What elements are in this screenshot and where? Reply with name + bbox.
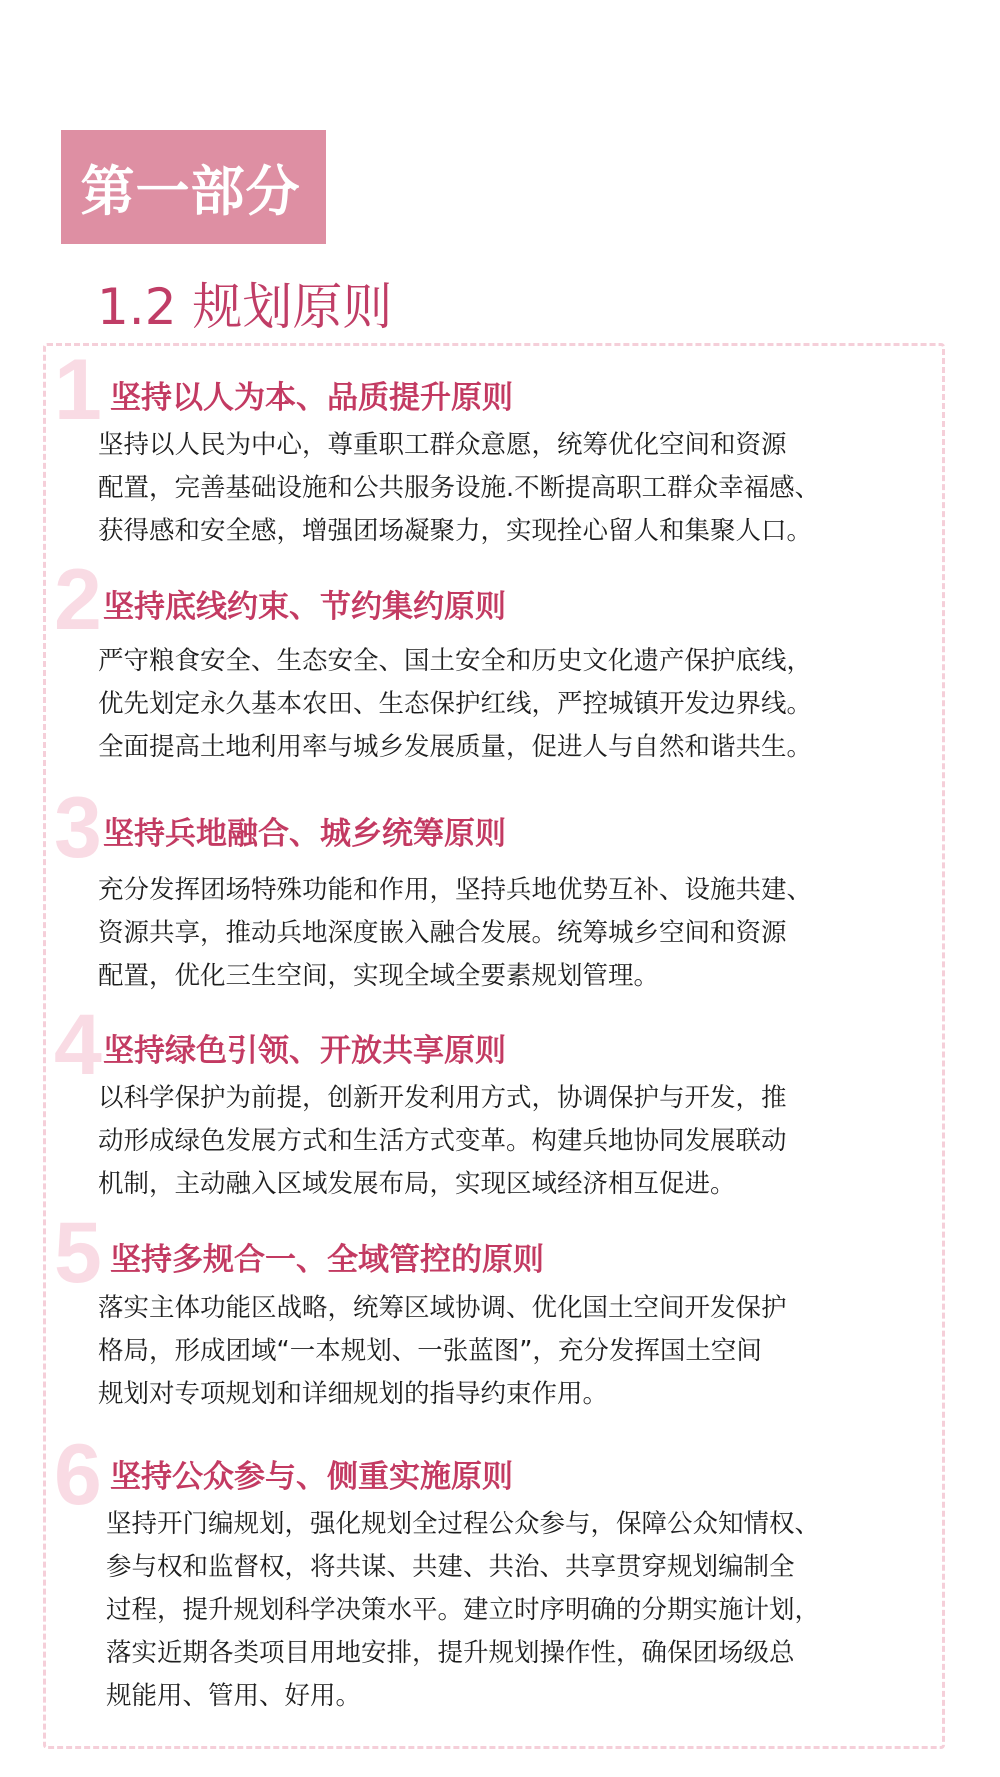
- body-line: 坚持以人民为中心，尊重职工群众意愿，统筹优化空间和资源: [98, 430, 787, 460]
- principle-body: [106, 1503, 946, 1718]
- body-line: 以科学保护为前提，创新开发利用方式，协调保护与开发，推: [98, 1083, 787, 1113]
- body-line: 机制，主动融入区域发展布局，实现区域经济相互促进。: [98, 1169, 736, 1199]
- principle-title: 坚持以人为本、品质提升原则: [110, 380, 513, 416]
- body-line: 全面提高土地利用率与城乡发展质量，促进人与自然和谐共生。: [98, 732, 813, 762]
- principle-title: 坚持兵地融合、城乡统筹原则: [103, 816, 506, 852]
- body-line: 配置，完善基础设施和公共服务设施.不断提高职工群众幸福感、: [98, 473, 821, 503]
- body-line: 严守粮食安全、生态安全、国土安全和历史文化遗产保护底线，: [98, 646, 813, 676]
- principle-title: 坚持公众参与、侧重实施原则: [110, 1459, 513, 1495]
- principle-number: 3: [54, 780, 102, 876]
- body-line: 过程，提升规划科学决策水平。建立时序明确的分期实施计划，: [106, 1595, 821, 1625]
- principle-body: [98, 640, 938, 769]
- principle-body: [98, 1077, 938, 1206]
- principle-body: [98, 869, 938, 998]
- section-tag-label: 第一部分: [80, 159, 301, 223]
- body-line: 参与权和监督权，将共谋、共建、共治、共享贯穿规划编制全: [106, 1552, 795, 1582]
- principle-number: 5: [54, 1205, 102, 1301]
- body-line: 获得感和安全感，增强团场凝聚力，实现拴心留人和集聚人口。: [98, 516, 813, 546]
- body-line: 落实近期各类项目用地安排，提升规划操作性，确保团场级总: [106, 1638, 795, 1668]
- principle-title: 坚持多规合一、全域管控的原则: [110, 1242, 544, 1278]
- body-line: 优先划定永久基本农田、生态保护红线，严控城镇开发边界线。: [98, 689, 813, 719]
- body-line: 配置，优化三生空间，实现全域全要素规划管理。: [98, 961, 660, 991]
- principle-body: [98, 424, 938, 553]
- body-line: 动形成绿色发展方式和生活方式变革。构建兵地协同发展联动: [98, 1126, 787, 1156]
- principle-number: 4: [54, 997, 102, 1093]
- body-line: 充分发挥团场特殊功能和作用，坚持兵地优势互补、设施共建、: [98, 875, 813, 905]
- principle-number: 2: [54, 552, 102, 648]
- principle-number: 6: [54, 1427, 102, 1523]
- principle-body: [98, 1287, 938, 1416]
- body-line: 坚持开门编规划，强化规划全过程公众参与，保障公众知情权、: [106, 1509, 821, 1539]
- principle-title: 坚持底线约束、节约集约原则: [103, 589, 506, 625]
- principle-title: 坚持绿色引领、开放共享原则: [103, 1033, 506, 1069]
- body-line: 规划对专项规划和详细规划的指导约束作用。: [98, 1379, 609, 1409]
- body-line: 落实主体功能区战略，统筹区域协调、优化国土空间开发保护: [98, 1293, 787, 1323]
- body-line: 规能用、管用、好用。: [106, 1681, 362, 1711]
- body-line: 格局，形成团域“一本规划、一张蓝图”，充分发挥国土空间: [98, 1336, 762, 1366]
- body-line: 资源共享，推动兵地深度嵌入融合发展。统筹城乡空间和资源: [98, 918, 787, 948]
- section-tag: [61, 130, 326, 244]
- principle-number: 1: [54, 342, 102, 438]
- page-title: 1.2 规划原则: [97, 278, 393, 336]
